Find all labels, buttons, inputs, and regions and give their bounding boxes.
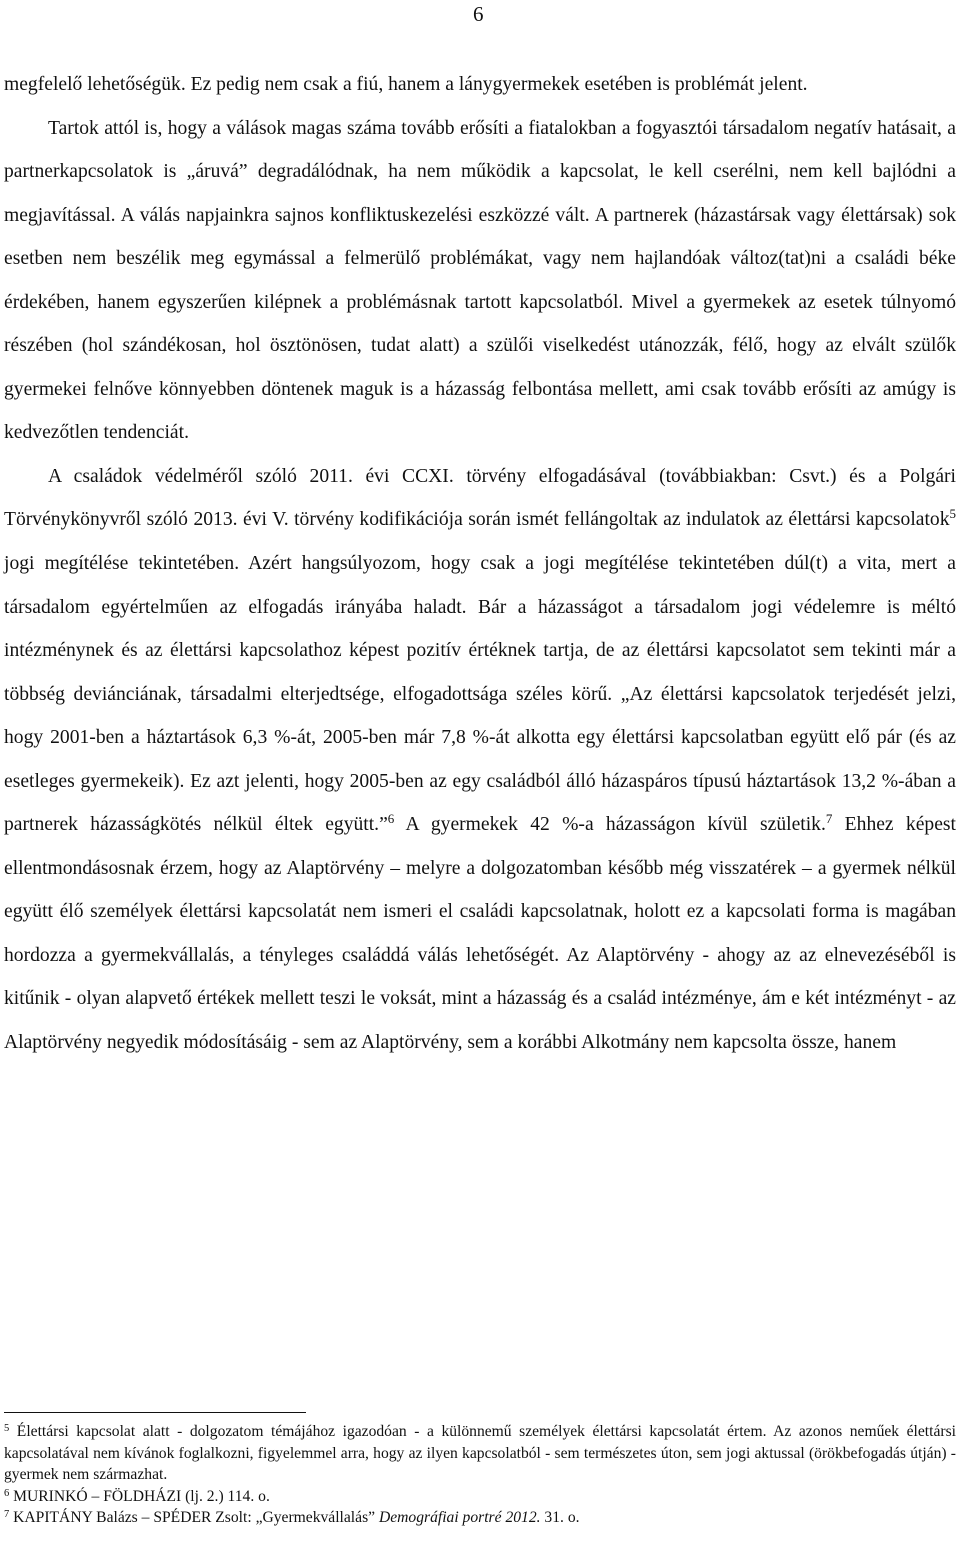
paragraph-1: megfelelő lehetőségük. Ez pedig nem csak a fiú, hanem a lánygyermekek esetében is problémát jelent. bbox=[4, 74, 808, 95]
footnote-7-number: 7 bbox=[4, 1508, 10, 1520]
paragraph-3-part-2: jogi megítélése tekintetében. Azért hangsúlyozom, hogy csak a jogi megítélése tekintetében dúl(t) a vita, mert a társadalom egyértelműen az elfogadás irányába haladt. Bár a házasságot a társadalom jogi védelemre is méltó intézménynek és az élettársi kapcsolathoz képest pozitív értéknek tartja, de az élettársi kapcsolatot sem tekinti már a többség deviánciának, társadalmi elterjedtsége, elfogadottsága széles körű. „Az élettársi kapcsolatok terjedését jelzi, hogy 2001-ben a háztartások 6,3 %-át, 2005-ben már 7,8 %-át alkotta egy élettársi kapcsolatban együtt elő pár (és az esetleges gyermekeik). Ez azt jelenti, hogy 2005-ben az egy családból álló házaspáros típusú háztartások 13,2 %-ában a partnerek házasságkötés nélkül éltek együtt.” bbox=[4, 553, 956, 836]
footnote-5-number: 5 bbox=[4, 1422, 10, 1434]
footnote-7-text-end: 31. o. bbox=[540, 1509, 580, 1526]
paragraph-3-part-4: Ehhez képest ellentmondásosnak érzem, hogy az Alaptörvény – melyre a dolgozatomban később még visszatérek – a gyermek nélkül együtt élő személyek élettársi kapcsolatát nem ismeri el családi kapcsolatnak, holott ez a kapcsolati forma is magában hordozza a gyermekvállalás, a tényleges családdá válás lehetőségét. Az Alaptörvény - ahogy az az elnevezéséből is kitűnik - olyan alapvető értékek mellett teszi le voksát, mint a házasság és a család intézménye, ám e két intézményt - az Alaptörvény negyedik módosításáig - sem az Alaptörvény, sem a korábbi Alkotmány nem kapcsolta össze, hanem bbox=[4, 814, 956, 1054]
footnote-ref-5[interactable]: 5 bbox=[949, 506, 956, 522]
paragraph-3-part-3: A gyermekek 42 %-a házasságon kívül születik. bbox=[394, 814, 826, 836]
paragraph-3 bbox=[4, 455, 956, 1065]
page-number: 6 bbox=[473, 2, 484, 26]
paragraph-3-part-1: A családok védelméről szóló 2011. évi CCXI. törvény elfogadásával (továbbiakban: Csvt.) és a Polgári Törvénykönyvről szóló 2013. évi V. törvény kodifikációja során ismét fellángoltak az indulatok az élettársi kapcsolatok bbox=[4, 465, 956, 531]
paragraph-2: Tartok attól is, hogy a válások magas száma tovább erősíti a fiatalokban a fogyasztói társadalom negatív hatásait, a partnerkapcsolatok is „áruvá” degradálódnak, ha nem működik a kapcsolat, le kell cserélni, nem kell bajlódni a megjavítással. A válás napjainkra sajnos konfliktuskezelési eszközzé vált. A partnerek (házastársak vagy élettársak) sok esetben nem beszélik meg egymással a felmerülő problémákat, vagy nem hajlandóak változ(tat)ni a családi béke érdekében, hanem egyszerűen kilépnek a problémásnak tartott kapcsolatból. Mivel a gyermekek az esetek túlnyomó részében (hol szándékosan, hol ösztönösen, tudat alatt) a szülői viselkedést utánozzák, félő, hogy az elvált szülők gyermekei felnőve könnyebben döntenek maguk is a házasság felbontása mellett, ami csak tovább erősíti az amúgy is kedvezőtlen tendenciát. bbox=[4, 117, 956, 444]
footnote-5-text: Élettársi kapcsolat alatt - dolgozatom témájához igazodóan - a különnemű személyek élettársi kapcsolatát értem. Az azonos neműek élettársi kapcsolatával nem kívánok foglalkozni, figyelemmel arra, hogy az ilyen kapcsolatból - sem természetes úton, sem jogi aktussal (örökbefogadás útján) - gyermek nem származhat. bbox=[4, 1423, 956, 1483]
footnote-7-text: KAPITÁNY Balázs – SPÉDER Zsolt: „Gyermekvállalás” bbox=[9, 1509, 376, 1526]
footnote-6-text: MURINKÓ – FÖLDHÁZI (lj. 2.) 114. o. bbox=[9, 1487, 270, 1505]
footnote-ref-6[interactable]: 6 bbox=[387, 811, 395, 827]
footnote-7-italic-title: Demográfiai portré 2012. bbox=[375, 1509, 541, 1526]
footnote-ref-7[interactable]: 7 bbox=[825, 811, 833, 827]
footnote-7 bbox=[4, 1507, 956, 1529]
body-text bbox=[4, 63, 956, 1065]
footnote-5 bbox=[4, 1421, 956, 1486]
footnote-6 bbox=[4, 1486, 956, 1508]
footnote-separator bbox=[4, 1412, 306, 1413]
footnote-6-number: 6 bbox=[4, 1487, 10, 1499]
footnotes bbox=[4, 1421, 956, 1529]
